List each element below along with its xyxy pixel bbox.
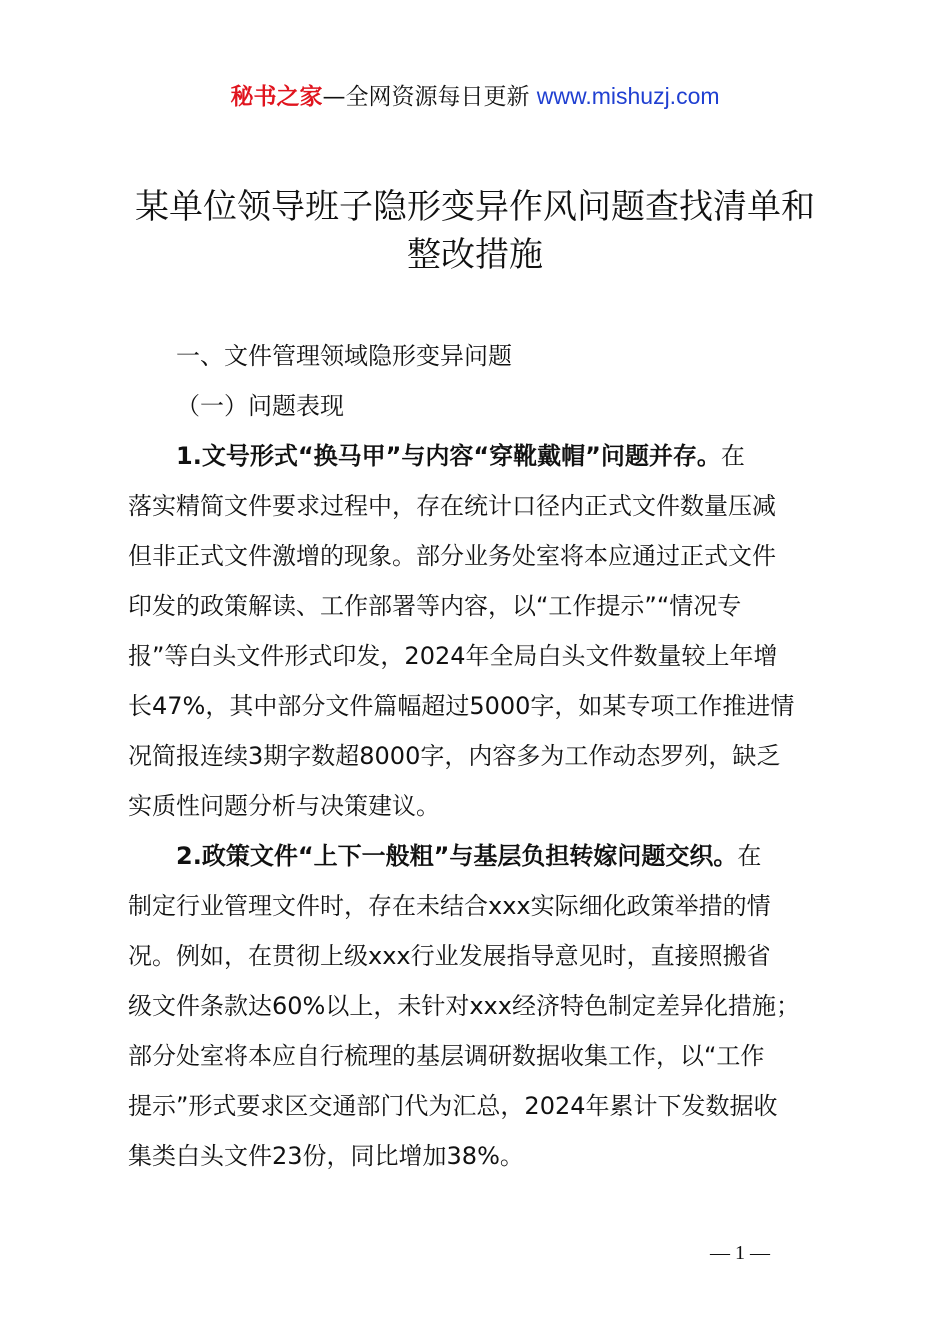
paragraph-text: 在 [737,842,762,870]
item-heading: 1.文号形式“换马甲”与内容“穿靴戴帽”问题并存。 [176,442,721,470]
title-line-1: 某单位领导班子隐形变异作风问题查找清单和 [135,187,815,227]
paragraph-line: 提示”形式要求区交通部门代为汇总，2024年累计下发数据收 [128,1092,778,1120]
item-heading: 2.政策文件“上下一般粗”与基层负担转嫁问题交织。 [176,842,738,870]
paragraph-line: 况。例如，在贯彻上级xxx行业发展指导意见时，直接照搬省 [128,942,771,970]
paragraph-line [128,831,832,881]
header-tagline: —全网资源每日更新 [322,84,537,110]
paragraph-line: 报”等白头文件形式印发，2024年全局白头文件数量较上年增 [128,642,778,670]
paragraph-line: 制定行业管理文件时，存在未结合xxx实际细化政策举措的情 [128,892,771,920]
document-title [110,183,840,279]
brand-name: 秘书之家 [230,84,323,110]
paragraph-line: 长47%，其中部分文件篇幅超过5000字，如某专项工作推进情 [128,692,795,720]
site-header [0,80,950,113]
section-heading: 一、文件管理领域隐形变异问题 [176,342,512,370]
paragraph-line: 实质性问题分析与决策建议。 [128,792,440,820]
subsection-heading: （一）问题表现 [176,392,344,420]
document-body [128,331,832,1181]
paragraph-line: 印发的政策解读、工作部署等内容，以“工作提示”“情况专 [128,592,742,620]
paragraph-line [128,431,832,481]
paragraph-line: 况简报连续3期字数超8000字，内容多为工作动态罗列，缺乏 [128,742,781,770]
title-line-2: 整改措施 [407,235,543,275]
paragraph-line: 但非正式文件激增的现象。部分业务处室将本应通过正式文件 [128,542,776,570]
paragraph-line: 级文件条款达60%以上，未针对xxx经济特色制定差异化措施； [128,992,800,1020]
site-url[interactable]: www.mishuzj.com [536,83,720,109]
paragraph-line: 落实精简文件要求过程中，存在统计口径内正式文件数量压减 [128,492,776,520]
paragraph-line: 集类白头文件23份，同比增加38%。 [128,1142,524,1170]
paragraph-text: 在 [720,442,745,470]
page-number: — 1 — [710,1242,770,1264]
paragraph-line: 部分处室将本应自行梳理的基层调研数据收集工作，以“工作 [128,1042,765,1070]
